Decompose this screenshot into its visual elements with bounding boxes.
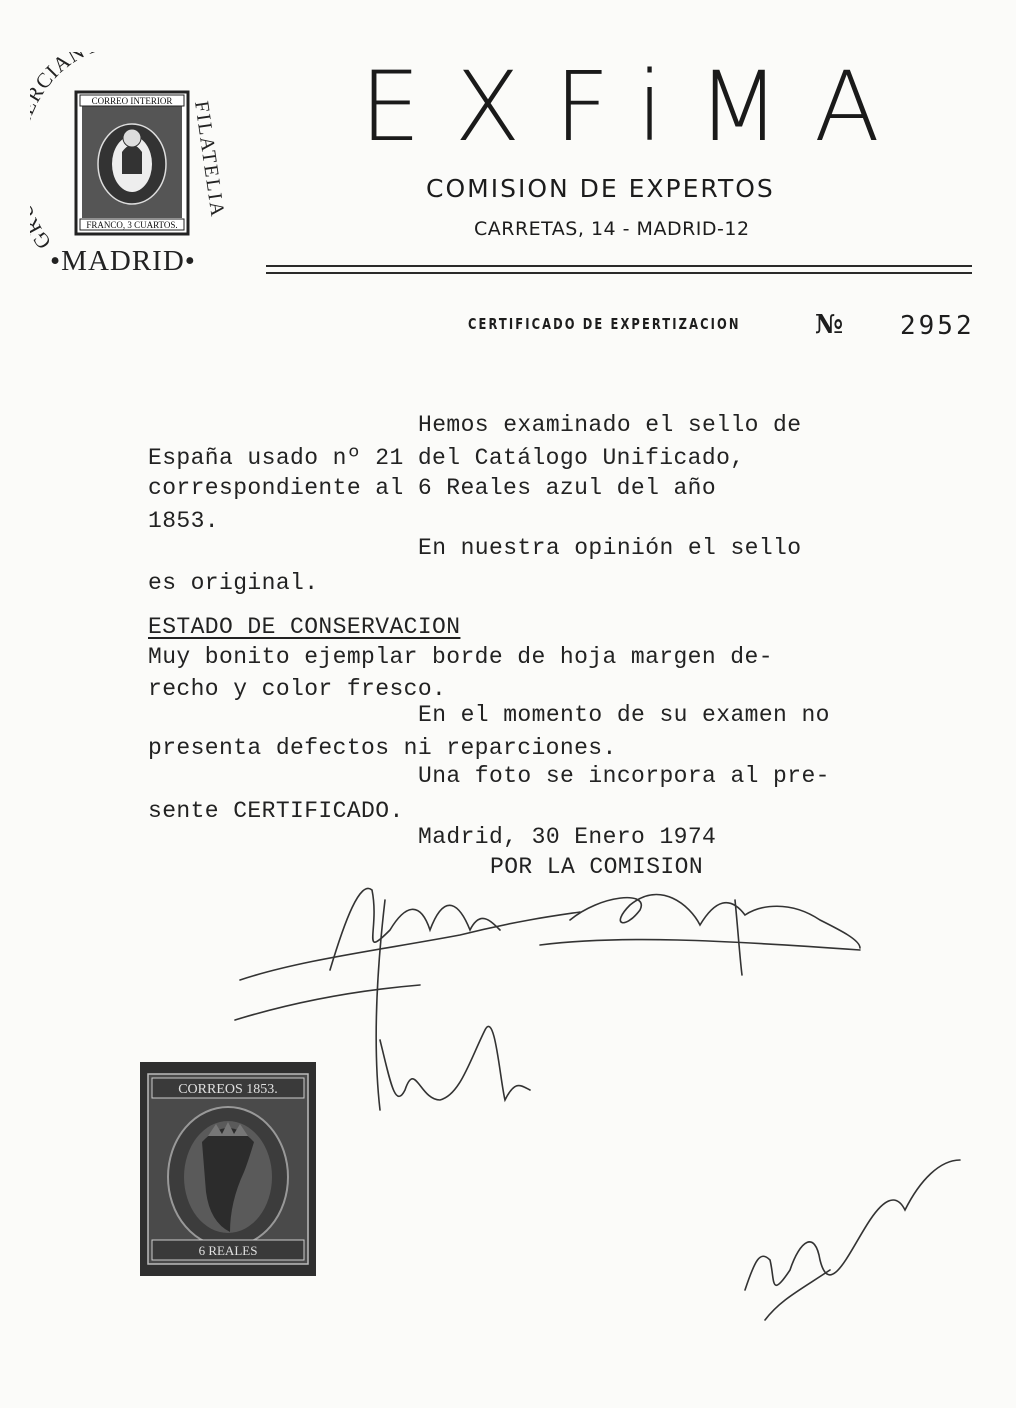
seal-ring-bottom: •MADRID• <box>50 245 196 277</box>
seal-stamp-bottom: FRANCO, 3 CUARTOS. <box>86 220 178 230</box>
condition-line-5: Una foto se incorpora al pre- <box>418 763 830 789</box>
header-rule-top <box>266 265 972 267</box>
body-line-1: Hemos examinado el sello de <box>418 412 802 438</box>
stamp-bottom-text: 6 REALES <box>198 1243 258 1258</box>
certificate-number: 2952 <box>900 311 975 341</box>
signature-right <box>570 895 860 948</box>
body-line-3: correspondiente al 6 Reales azul del año <box>148 475 717 501</box>
signature-lower <box>380 1026 530 1100</box>
signature-bottom-right <box>745 1160 960 1290</box>
signature-left <box>330 888 500 970</box>
condition-line-2: recho y color fresco. <box>148 676 447 702</box>
committee-subtitle: COMISION DE EXPERTOS <box>426 174 775 203</box>
condition-heading: ESTADO DE CONSERVACION <box>148 614 461 640</box>
seal-ring-top: CIAN <box>30 52 90 94</box>
place-date: Madrid, 30 Enero 1974 <box>418 824 717 850</box>
condition-line-3: En el momento de su examen no <box>418 702 830 728</box>
condition-line-4: presenta defectos ni reparciones. <box>148 735 617 761</box>
address: CARRETAS, 14 - MADRID-12 <box>474 218 750 240</box>
svg-text:FILATELIA <box>190 100 229 220</box>
seal-ring-right: FILATELIA <box>190 99 229 220</box>
number-sign: № <box>815 310 844 340</box>
condition-line-1: Muy bonito ejemplar borde de hoja margen de- <box>148 644 773 670</box>
stamp-image <box>140 1062 316 1276</box>
header-rule-bottom <box>266 272 972 274</box>
body-line-2: España usado nº 21 del Catálogo Unificado, <box>148 445 745 471</box>
condition-line-6: sente CERTIFICADO. <box>148 798 404 824</box>
body-line-4: 1853. <box>148 508 220 534</box>
body-line-5: En nuestra opinión el sello <box>418 535 802 561</box>
seal-stamp-top: CORREO INTERIOR <box>91 96 173 106</box>
group-seal <box>30 52 240 282</box>
stamp-photo <box>140 1062 316 1276</box>
stamp-top-text: CORREOS 1853. <box>178 1082 278 1097</box>
brand-title: EXFiMA <box>360 51 914 163</box>
body-line-6: es original. <box>148 570 319 596</box>
certificate-title: CERTIFICADO DE EXPERTIZACION <box>468 315 741 333</box>
signoff: POR LA COMISION <box>490 854 704 880</box>
seal-graphic <box>30 52 240 282</box>
